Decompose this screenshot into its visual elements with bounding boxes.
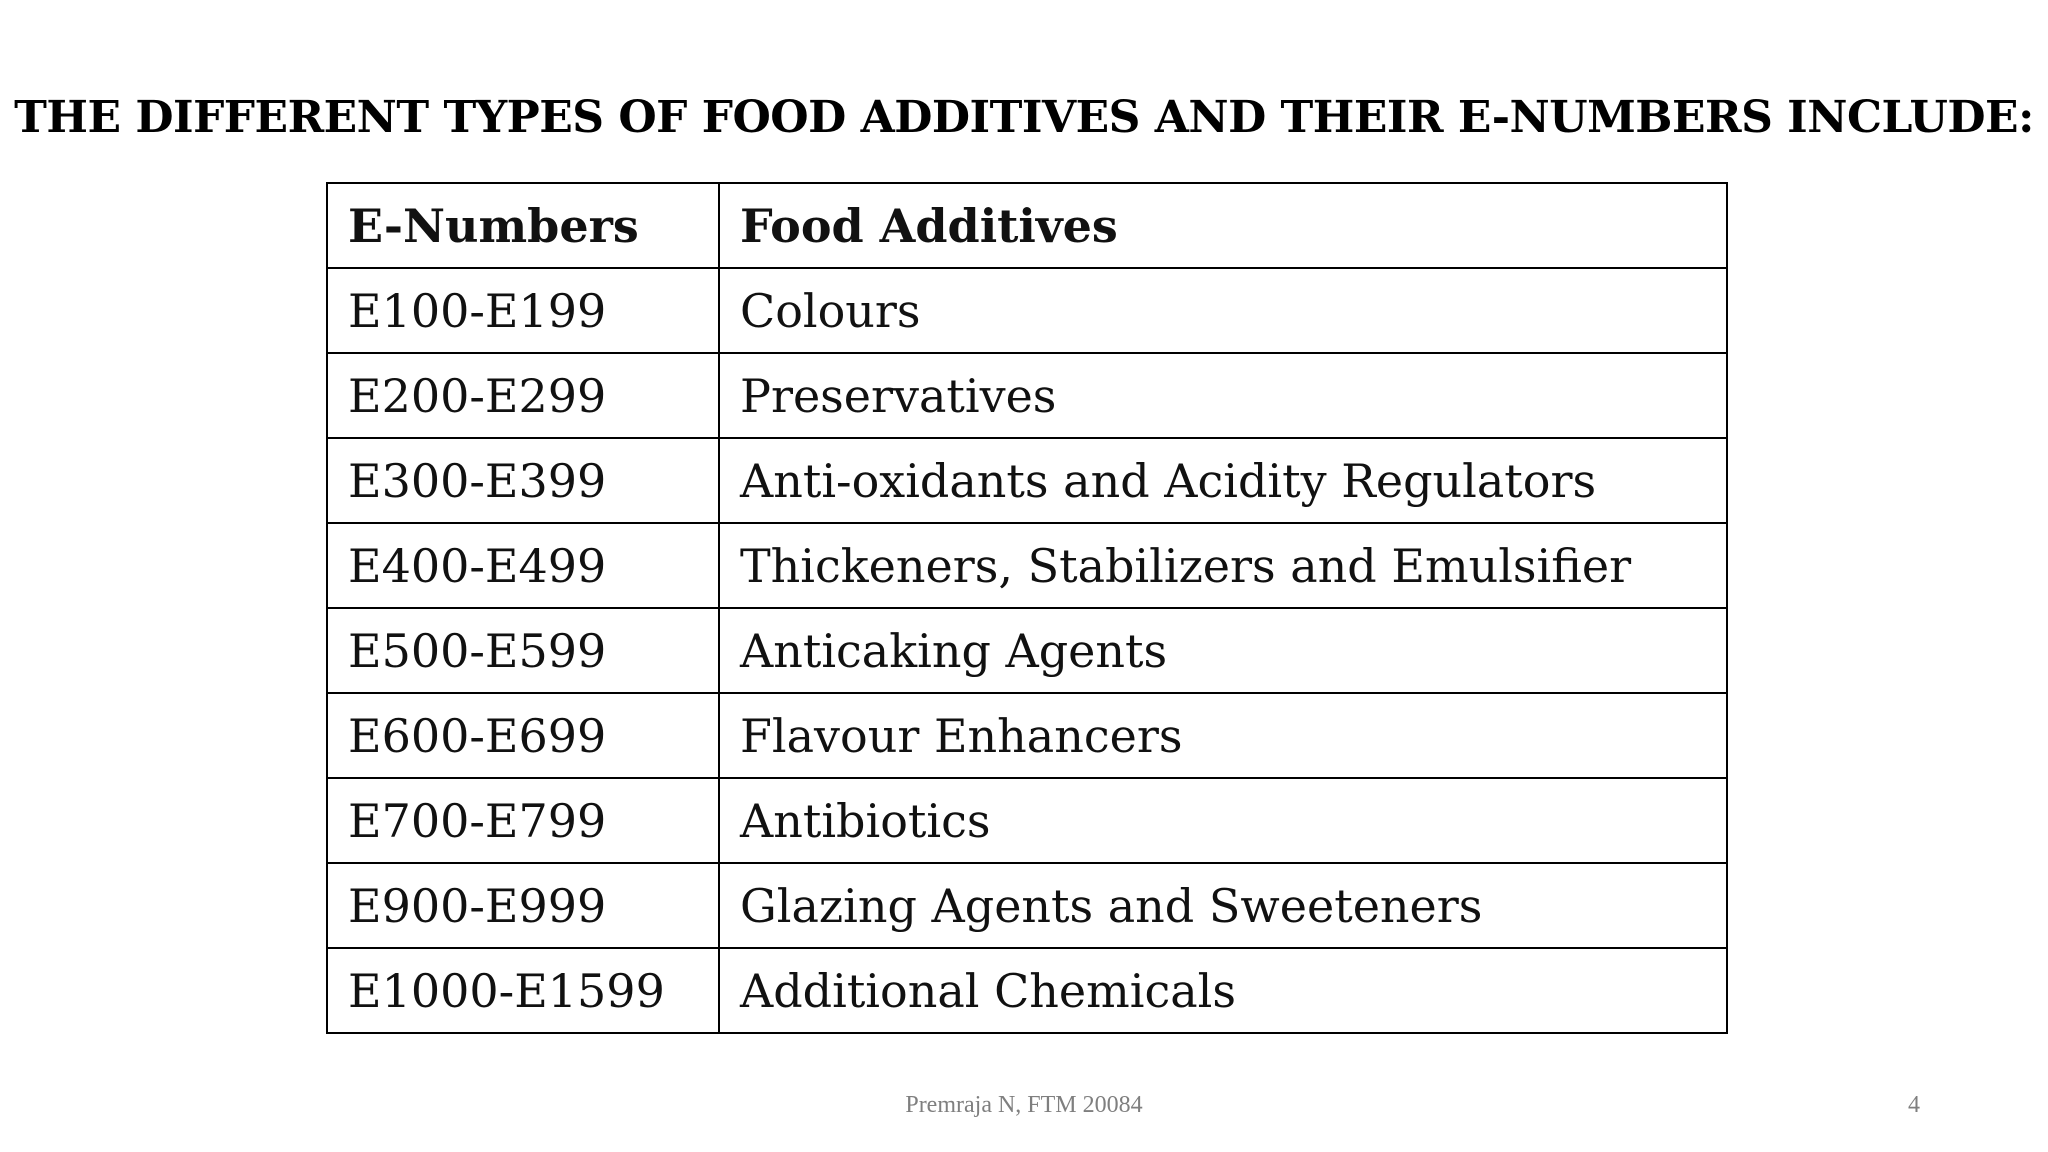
slide-footer: Premraja N, FTM 20084 [905, 1092, 1143, 1118]
additive-cell: Colours [719, 268, 1727, 353]
e-number-cell: E400-E499 [327, 523, 719, 608]
additive-cell: Anticaking Agents [719, 608, 1727, 693]
additive-cell: Additional Chemicals [719, 948, 1727, 1033]
e-number-cell: E600-E699 [327, 693, 719, 778]
table-row [327, 608, 1727, 693]
additive-cell: Glazing Agents and Sweeteners [719, 863, 1727, 948]
e-number-cell: E100-E199 [327, 268, 719, 353]
table-row [327, 693, 1727, 778]
page-number: 4 [1908, 1092, 1920, 1118]
slide-title: THE DIFFERENT TYPES OF FOOD ADDITIVES AND THEIR E-NUMBERS INCLUDE: [14, 92, 2034, 143]
table-row [327, 523, 1727, 608]
table-row [327, 863, 1727, 948]
additive-cell: Anti-oxidants and Acidity Regulators [719, 438, 1727, 523]
e-number-cell: E900-E999 [327, 863, 719, 948]
table-header-row [327, 183, 1727, 268]
header-e-numbers: E-Numbers [327, 183, 719, 268]
additive-cell: Preservatives [719, 353, 1727, 438]
additives-table [326, 182, 1728, 1034]
table-row [327, 778, 1727, 863]
e-number-cell: E1000-E1599 [327, 948, 719, 1033]
table-row [327, 438, 1727, 523]
e-number-cell: E300-E399 [327, 438, 719, 523]
e-number-cell: E700-E799 [327, 778, 719, 863]
table-row [327, 353, 1727, 438]
table-row [327, 948, 1727, 1033]
additives-table-container [326, 182, 1726, 1034]
additive-cell: Antibiotics [719, 778, 1727, 863]
header-food-additives: Food Additives [719, 183, 1727, 268]
additive-cell: Thickeners, Stabilizers and Emulsifier [719, 523, 1727, 608]
additive-cell: Flavour Enhancers [719, 693, 1727, 778]
table-row [327, 268, 1727, 353]
e-number-cell: E500-E599 [327, 608, 719, 693]
e-number-cell: E200-E299 [327, 353, 719, 438]
